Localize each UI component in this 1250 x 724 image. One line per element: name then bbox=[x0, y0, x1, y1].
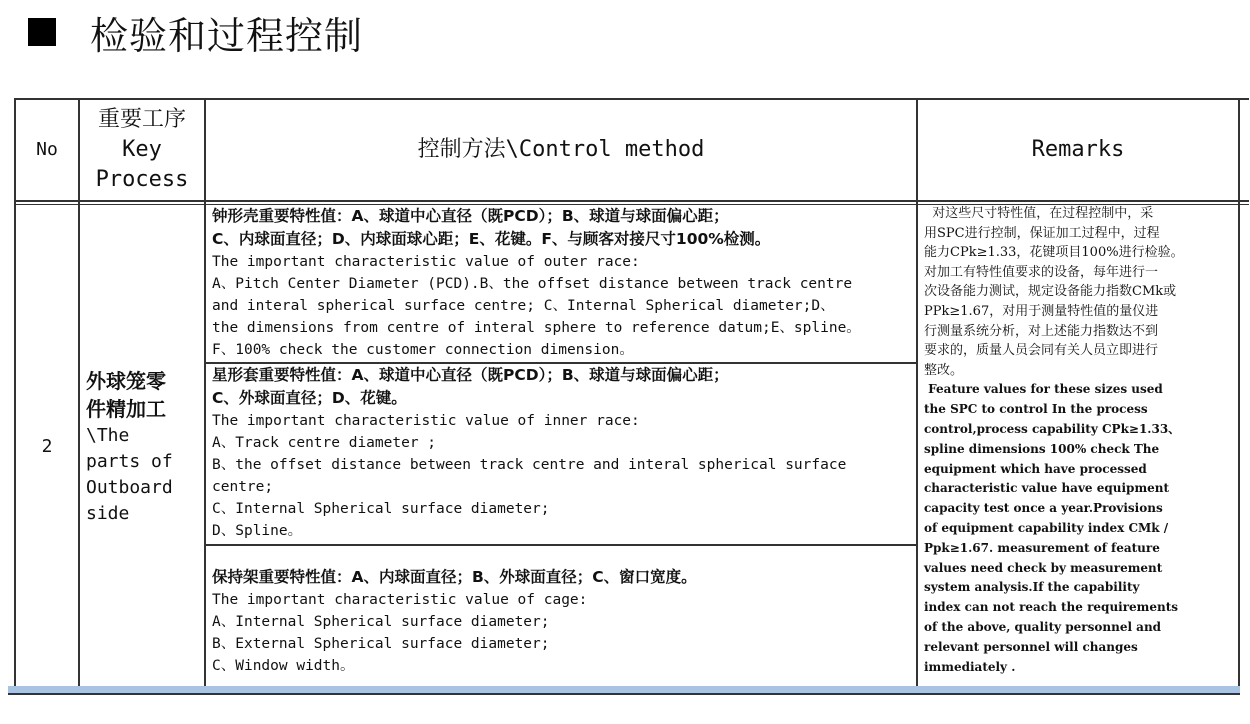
row-no-value: 2 bbox=[41, 435, 53, 457]
square-bullet-icon bbox=[28, 18, 56, 46]
remarks-zh-4: 对加工有特性值要求的设备，每年进行一 bbox=[924, 264, 1159, 280]
header-no bbox=[16, 100, 78, 200]
outer-race-en-4: the dimensions from centre of interal sphere to reference datum;E、spline。 bbox=[212, 320, 861, 336]
remarks-en-8: of equipment capability index CMk / bbox=[924, 520, 1169, 535]
header-key-process-zh: 重要工序 bbox=[97, 107, 186, 132]
inner-race-en-2: A、Track centre diameter ; bbox=[212, 435, 437, 451]
footer-rule bbox=[8, 693, 1240, 695]
process-en-line-3: Outboard bbox=[86, 476, 173, 498]
row-no bbox=[16, 205, 78, 688]
outer-race-en-2: A、Pitch Center Diameter (PCD).B、the offset distance between track centre bbox=[212, 276, 853, 292]
remarks-en-14: relevant personnel will changes bbox=[924, 639, 1138, 654]
header-key-process-en-1: Key bbox=[122, 137, 162, 162]
cage-en-4: C、Window width。 bbox=[212, 658, 355, 674]
page-header bbox=[28, 6, 363, 58]
inner-race-en-5: C、Internal Spherical surface diameter; bbox=[212, 501, 550, 517]
remarks-en-2: the SPC to control In the process bbox=[924, 402, 1148, 417]
outer-race-en-5: F、100% check the customer connection dimension。 bbox=[212, 342, 634, 358]
remarks-zh-3: 能力CPk≥1.33，花键项目100%进行检验。 bbox=[924, 245, 1184, 261]
cage-en-3: B、External Spherical surface diameter; bbox=[212, 636, 550, 652]
inner-race-en-6: D、Spline。 bbox=[212, 523, 303, 539]
cage-zh-1: 保持架重要特性值：A、内球面直径；B、外球面直径；C、窗口宽度。 bbox=[212, 568, 697, 586]
remarks-zh-9: 整改。 bbox=[924, 362, 964, 378]
remarks-en-12: index can not reach the requirements bbox=[924, 600, 1179, 615]
remarks-en-4: spline dimensions 100% check The bbox=[924, 441, 1160, 456]
process-en-line-4: side bbox=[86, 502, 130, 524]
remarks-en-15: immediately . bbox=[924, 659, 1016, 674]
remarks-en-3: control,process capability CPk≥1.33、 bbox=[924, 421, 1181, 436]
inner-race-zh-1: 星形套重要特性值：A、球道中心直径（既PCD）；B、球道与球面偏心距； bbox=[212, 366, 729, 384]
remarks-en-7: capacity test once a year.Provisions bbox=[924, 501, 1163, 516]
process-zh-line-1: 外球笼零 bbox=[86, 368, 166, 393]
control-block-cage bbox=[206, 566, 914, 684]
table-right-border bbox=[1238, 98, 1240, 688]
remarks-zh-5: 次设备能力测试，规定设备能力指数CMk或 bbox=[924, 284, 1177, 300]
remarks-en-1: Feature values for these sizes used bbox=[924, 382, 1163, 397]
process-zh-line-2: 件精加工 bbox=[86, 396, 166, 421]
remarks-en-10: values need check by measurement bbox=[924, 560, 1163, 575]
row-key-process bbox=[80, 205, 204, 688]
header-bottom-border bbox=[14, 200, 1249, 202]
remarks-en-9: Ppk≥1.67. measurement of feature bbox=[924, 540, 1160, 555]
process-en-line-1: \The bbox=[86, 424, 130, 446]
remarks-en-11: system analysis.If the capability bbox=[924, 580, 1140, 595]
outer-race-en-1: The important characteristic value of outer race: bbox=[212, 254, 640, 270]
inner-race-en-3: B、the offset distance between track centre and interal spherical surface bbox=[212, 457, 847, 473]
header-key-process bbox=[80, 100, 204, 200]
header-remarks bbox=[918, 100, 1238, 200]
header-remarks-label: Remarks bbox=[1031, 137, 1125, 162]
remarks-zh-1: 对这些尺寸特性值，在过程控制中，采 bbox=[924, 206, 1154, 221]
header-no-label: No bbox=[36, 139, 58, 160]
control-block-inner-race bbox=[206, 364, 914, 544]
block-divider-2 bbox=[204, 544, 916, 546]
remarks-zh-6: PPk≥1.67，对用于测量特性值的量仪进 bbox=[924, 303, 1159, 319]
outer-race-en-3: and interal spherical surface centre; C、Internal Spherical diameter;D、 bbox=[212, 298, 835, 314]
remarks-en-13: of the above, quality personnel and bbox=[924, 619, 1162, 634]
inner-race-zh-2: C、外球面直径；D、花键。 bbox=[212, 389, 407, 407]
outer-race-zh-1: 钟形壳重要特性值：A、球道中心直径（既PCD）；B、球道与球面偏心距； bbox=[212, 207, 729, 225]
header-control-method-label: 控制方法\Control method bbox=[417, 137, 705, 162]
remarks-zh-2: 用SPC进行控制，保证加工过程中，过程 bbox=[924, 225, 1160, 241]
remarks-zh-8: 要求的，质量人员会同有关人员立即进行 bbox=[924, 343, 1159, 359]
header-control-method bbox=[206, 100, 916, 200]
outer-race-zh-2: C、内球面直径；D、内球面球心距；E、花键。F、与顾客对接尺寸100%检测。 bbox=[212, 230, 771, 248]
page-title: 检验和过程控制 bbox=[90, 13, 364, 58]
remarks-zh-7: 行测量系统分析，对上述能力指数达不到 bbox=[924, 323, 1159, 339]
header-key-process-en-2: Process bbox=[95, 167, 189, 192]
inner-race-en-4: centre; bbox=[212, 479, 274, 495]
row-remarks bbox=[920, 204, 1238, 677]
control-block-outer-race bbox=[206, 205, 914, 362]
cage-en-2: A、Internal Spherical surface diameter; bbox=[212, 614, 550, 630]
control-table bbox=[14, 98, 1249, 688]
remarks-en-6: characteristic value have equipment bbox=[924, 481, 1170, 496]
remarks-en-5: equipment which have processed bbox=[924, 461, 1147, 476]
process-en-line-2: parts of bbox=[86, 450, 173, 472]
footer-accent-bar bbox=[8, 686, 1240, 693]
inner-race-en-1: The important characteristic value of inner race: bbox=[212, 413, 640, 429]
cage-en-1: The important characteristic value of cage: bbox=[212, 592, 588, 608]
